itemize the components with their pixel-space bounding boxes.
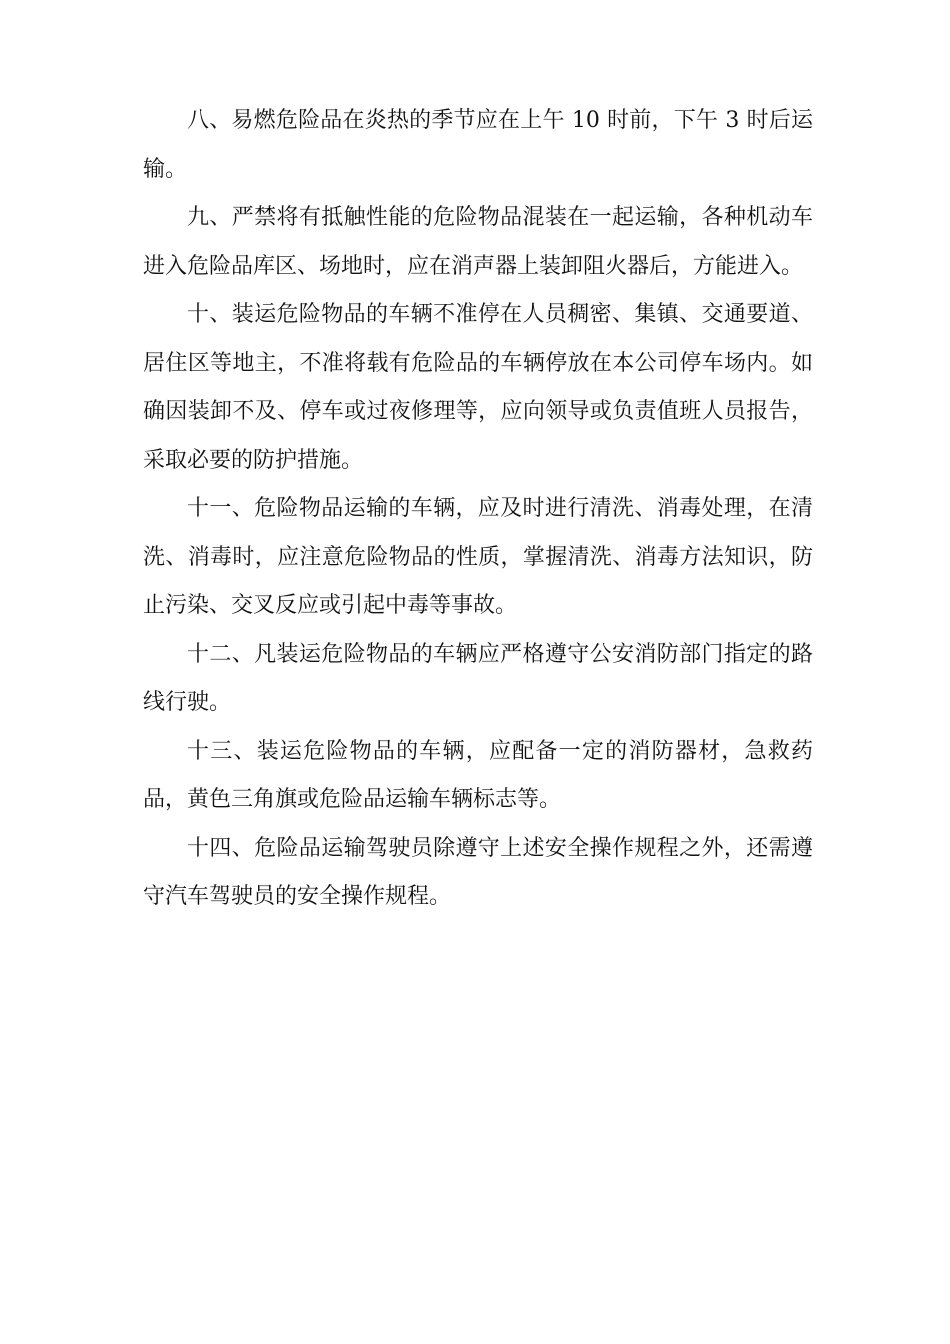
paragraph-item-13: 十三、装运危险物品的车辆，应配备一定的消防器材，急救药品，黄色三角旗或危险品运输车辆标志等。: [143, 738, 813, 812]
paragraph-item-14: 十四、危险品运输驾驶员除遵守上述安全操作规程之外，还需遵守汽车驾驶员的安全操作规程。: [143, 835, 813, 909]
paragraph-item-10: 十、装运危险物品的车辆不准停在人员稠密、集镇、交通要道、居住区等地主，不准将载有危险品的车辆停放在本公司停车场内。如确因装卸不及、停车或过夜修理等，应向领导或负责值班人员报告，采取必要的防护措施。: [143, 302, 813, 473]
paragraph-item-9: 九、严禁将有抵触性能的危险物品混装在一起运输，各种机动车进入危险品库区、场地时，应在消声器上装卸阻火器后，方能进入。: [143, 205, 813, 279]
paragraph-item-8: 八、易燃危险品在炎热的季节应在上午 10 时前，下午 3 时后运输。: [143, 108, 813, 182]
paragraph-item-12: 十二、凡装运危险物品的车辆应严格遵守公安消防部门指定的路线行驶。: [143, 641, 813, 715]
document-body: [143, 97, 813, 922]
paragraph-item-11: 十一、危险物品运输的车辆，应及时进行清洗、消毒处理，在清洗、消毒时，应注意危险物品的性质，掌握清洗、消毒方法知识，防止污染、交叉反应或引起中毒等事故。: [143, 496, 813, 618]
